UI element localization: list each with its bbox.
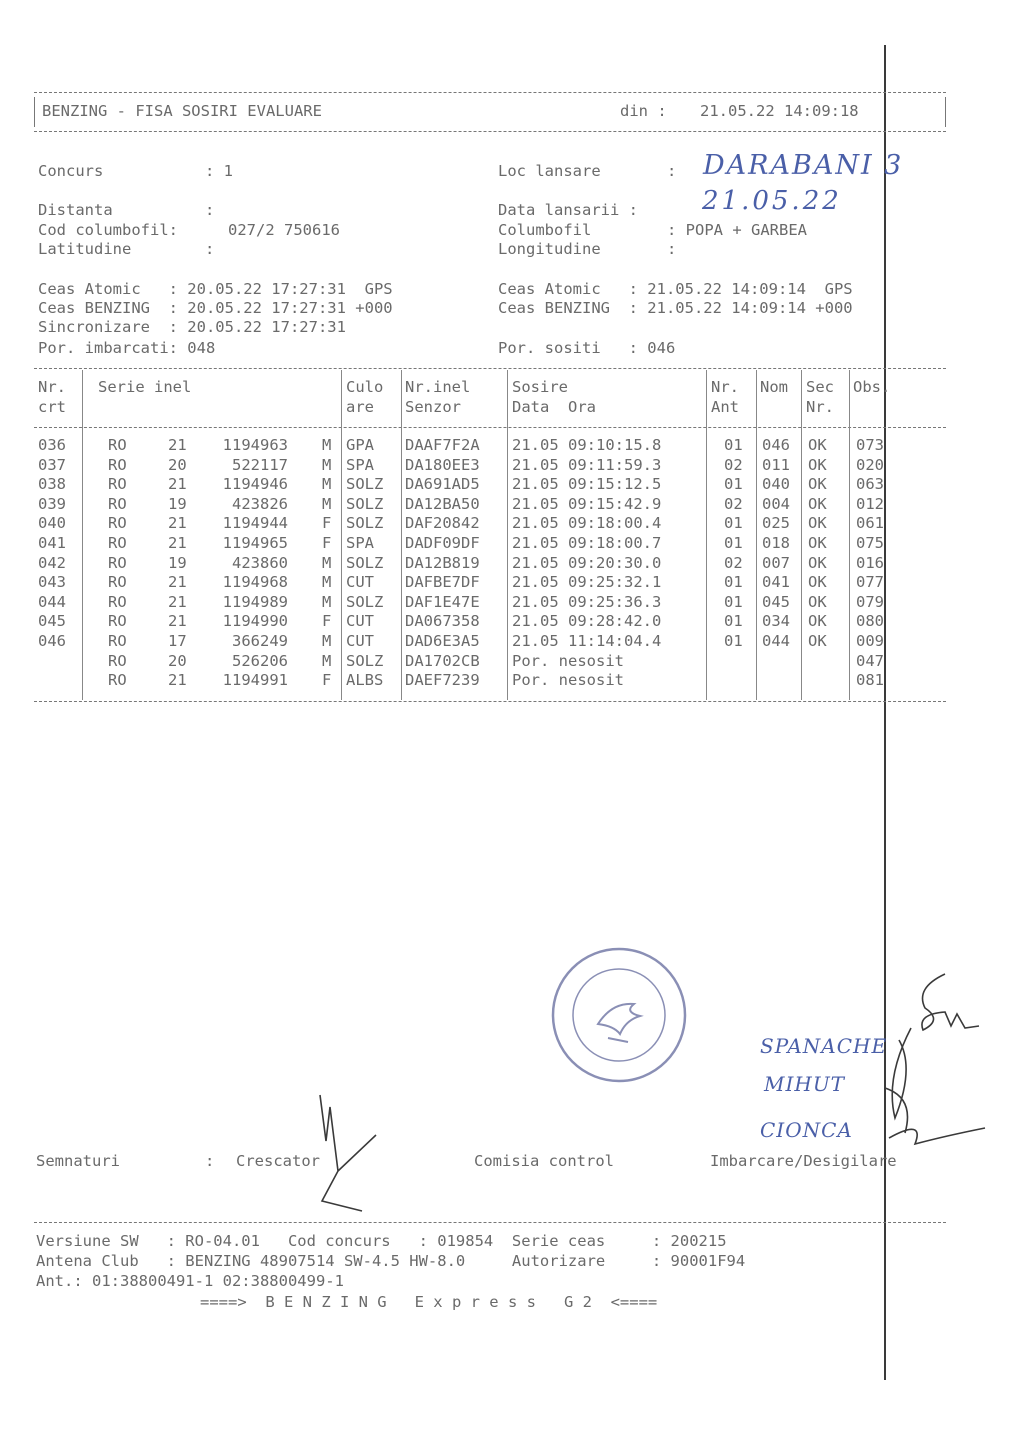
cell-sec: OK bbox=[808, 553, 827, 572]
cell-sosire: Por. nesosit bbox=[512, 671, 624, 690]
table-header-rule bbox=[34, 427, 946, 428]
cell-ant: 01 bbox=[724, 632, 743, 650]
sincronizare: Sincronizare : 20.05.22 17:27:31 bbox=[38, 318, 346, 336]
data-lansarii-label: Data lansarii : bbox=[498, 201, 638, 219]
cell-tara: RO bbox=[108, 651, 127, 670]
cell-ant: 01 bbox=[724, 534, 743, 552]
cell-tara: RO bbox=[108, 553, 127, 572]
cell-nr: 038 bbox=[38, 475, 66, 494]
cell-sosire: 21.05 09:15:42.9 bbox=[512, 494, 662, 513]
data-lansarii-handwritten: 21.05.22 bbox=[702, 186, 842, 216]
cell-an: 21 bbox=[168, 592, 187, 611]
report-date-value: 21.05.22 14:09:18 bbox=[700, 102, 859, 120]
cell-sec: OK bbox=[808, 436, 827, 454]
cell-ant: 02 bbox=[724, 553, 743, 572]
cell-an: 21 bbox=[168, 475, 187, 494]
footer-line-1: Versiune SW : RO-04.01 Cod concurs : 019854 Serie ceas : 200215 bbox=[36, 1232, 727, 1250]
cell-ant: 01 bbox=[724, 514, 743, 533]
porumbei-sositi: Por. sositi : 046 bbox=[498, 339, 676, 357]
cell-nom: 004 bbox=[762, 494, 790, 513]
cell-obs: 009 bbox=[856, 632, 884, 650]
cell-tara: RO bbox=[108, 573, 127, 592]
cell-tara: RO bbox=[108, 475, 127, 494]
cell-tara: RO bbox=[108, 632, 127, 650]
cell-culoare: ALBS bbox=[346, 671, 384, 690]
cell-nom: 018 bbox=[762, 534, 790, 552]
cell-nom: 046 bbox=[762, 436, 790, 454]
cell-nr: 040 bbox=[38, 514, 66, 533]
cell-culoare: CUT bbox=[346, 632, 374, 650]
cell-ant: 01 bbox=[724, 573, 743, 592]
cell-sosire: 21.05 09:11:59.3 bbox=[512, 455, 662, 474]
columbofil-value: : POPA + GARBEA bbox=[667, 221, 807, 239]
cell-culoare: SOLZ bbox=[346, 494, 384, 513]
imbarcare-desigilare-label: Imbarcare/Desigilare bbox=[710, 1152, 897, 1170]
ceas-atomic-start: Ceas Atomic : 20.05.22 17:27:31 GPS bbox=[38, 280, 393, 298]
cell-nom: 011 bbox=[762, 455, 790, 474]
cell-sex: M bbox=[322, 475, 332, 494]
cell-tara: RO bbox=[108, 671, 127, 690]
cell-culoare: SOLZ bbox=[346, 475, 384, 494]
cell-nr: 043 bbox=[38, 573, 66, 592]
cell-ant: 02 bbox=[724, 455, 743, 474]
cell-ant: 02 bbox=[724, 494, 743, 513]
cell-tara: RO bbox=[108, 514, 127, 533]
cell-senzor: DA12B819 bbox=[405, 553, 480, 572]
cell-obs: 047 bbox=[856, 651, 884, 670]
cell-inel: 1194989 bbox=[222, 592, 288, 611]
handwritten-name-3: CIONCA bbox=[760, 1118, 853, 1142]
cell-sec: OK bbox=[808, 573, 827, 592]
cell-obs: 061 bbox=[856, 514, 884, 533]
club-stamp bbox=[546, 942, 692, 1088]
col-inel-header-2: Senzor bbox=[405, 398, 461, 416]
cell-sosire: 21.05 09:25:36.3 bbox=[512, 592, 662, 611]
distanta-value: : bbox=[205, 201, 215, 219]
cell-culoare: SOLZ bbox=[346, 514, 384, 533]
col-nr-header-2: crt bbox=[38, 398, 66, 416]
report-date-label: din : bbox=[620, 102, 667, 120]
table-top-rule bbox=[34, 368, 946, 369]
cell-senzor: DA180EE3 bbox=[405, 455, 480, 474]
cell-senzor: DADF09DF bbox=[405, 534, 480, 552]
cell-culoare: SPA bbox=[346, 534, 374, 552]
cell-inel: 526206 bbox=[232, 651, 288, 670]
cell-obs: 081 bbox=[856, 671, 884, 690]
cell-obs: 075 bbox=[856, 534, 884, 552]
handwritten-name-1: SPANACHE bbox=[760, 1034, 888, 1058]
cell-obs: 020 bbox=[856, 455, 884, 474]
cell-senzor: DAF20842 bbox=[405, 514, 480, 533]
cell-senzor: DAFBE7DF bbox=[405, 573, 480, 592]
comisia-control-label: Comisia control bbox=[474, 1152, 614, 1170]
col-inel-header: Nr.inel bbox=[405, 378, 471, 396]
footer-brand: ====> B E N Z I N G E x p r e s s G 2 <==== bbox=[200, 1293, 658, 1311]
cell-inel: 522117 bbox=[232, 455, 288, 474]
cell-nr: 036 bbox=[38, 436, 66, 454]
cell-inel: 423860 bbox=[232, 553, 288, 572]
col-nom-header: Nom bbox=[760, 378, 788, 396]
ceas-benzing-end: Ceas BENZING : 21.05.22 14:09:14 +000 bbox=[498, 299, 853, 317]
cell-obs: 012 bbox=[856, 494, 884, 513]
cell-sosire: 21.05 09:28:42.0 bbox=[512, 612, 662, 631]
cell-inel: 1194991 bbox=[222, 671, 288, 690]
cell-tara: RO bbox=[108, 592, 127, 611]
cell-an: 21 bbox=[168, 436, 187, 454]
cell-sex: M bbox=[322, 494, 332, 513]
latitudine-value: : bbox=[205, 240, 215, 258]
cell-culoare: CUT bbox=[346, 573, 374, 592]
footer-line-2: Antena Club : BENZING 48907514 SW-4.5 HW-8.0 Autorizare : 90001F94 bbox=[36, 1252, 746, 1270]
cell-ant: 01 bbox=[724, 436, 743, 454]
cell-sosire: 21.05 09:20:30.0 bbox=[512, 553, 662, 572]
cell-sex: F bbox=[322, 671, 332, 690]
cell-culoare: SOLZ bbox=[346, 553, 384, 572]
cell-obs: 079 bbox=[856, 592, 884, 611]
cell-tara: RO bbox=[108, 534, 127, 552]
footer-rule bbox=[34, 1222, 946, 1223]
cell-sosire: 21.05 11:14:04.4 bbox=[512, 632, 662, 650]
cell-senzor: DA1702CB bbox=[405, 651, 480, 670]
col-serie-header: Serie inel bbox=[98, 378, 192, 396]
cell-nom: 034 bbox=[762, 612, 790, 631]
page-vertical-rule bbox=[884, 45, 886, 1380]
cod-columbofil-value: 027/2 750616 bbox=[228, 221, 340, 239]
cell-senzor: DAF1E47E bbox=[405, 592, 480, 611]
cell-inel: 1194968 bbox=[222, 573, 288, 592]
cell-an: 21 bbox=[168, 612, 187, 631]
cell-sec: OK bbox=[808, 612, 827, 631]
loc-lansare-colon: : bbox=[667, 162, 677, 180]
cell-nom: 044 bbox=[762, 632, 790, 650]
cod-columbofil-label: Cod columbofil: bbox=[38, 221, 178, 239]
cell-sosire: Por. nesosit bbox=[512, 651, 624, 670]
cell-senzor: DAAF7F2A bbox=[405, 436, 480, 454]
col-obs-header: Obs. bbox=[853, 378, 891, 396]
cell-sex: M bbox=[322, 651, 332, 670]
cell-sec: OK bbox=[808, 494, 827, 513]
col-culoare-header-2: are bbox=[346, 398, 374, 416]
cell-obs: 077 bbox=[856, 573, 884, 592]
report-title: BENZING - FISA SOSIRI EVALUARE bbox=[42, 102, 322, 120]
cell-sex: M bbox=[322, 436, 332, 454]
cell-sec: OK bbox=[808, 534, 827, 552]
cell-sosire: 21.05 09:18:00.4 bbox=[512, 514, 662, 533]
cell-an: 19 bbox=[168, 494, 187, 513]
cell-nr: 044 bbox=[38, 592, 66, 611]
col-nr-header: Nr. bbox=[38, 378, 66, 396]
loc-lansare-label: Loc lansare bbox=[498, 162, 601, 180]
cell-sosire: 21.05 09:15:12.5 bbox=[512, 475, 662, 494]
cell-culoare: GPA bbox=[346, 436, 374, 454]
cell-an: 20 bbox=[168, 651, 187, 670]
cell-senzor: DA691AD5 bbox=[405, 475, 480, 494]
cell-sex: M bbox=[322, 592, 332, 611]
cell-sec: OK bbox=[808, 455, 827, 474]
ceas-benzing-start: Ceas BENZING : 20.05.22 17:27:31 +000 bbox=[38, 299, 393, 317]
cell-senzor: DA067358 bbox=[405, 612, 480, 631]
cell-nom: 040 bbox=[762, 475, 790, 494]
cell-ant: 01 bbox=[724, 612, 743, 631]
commission-signatures bbox=[855, 968, 990, 1158]
footer-line-3: Ant.: 01:38800491-1 02:38800499-1 bbox=[36, 1272, 344, 1290]
cell-inel: 1194990 bbox=[222, 612, 288, 631]
cell-nom: 041 bbox=[762, 573, 790, 592]
semnaturi-colon: : bbox=[205, 1152, 215, 1170]
cell-sosire: 21.05 09:18:00.7 bbox=[512, 534, 662, 552]
cell-obs: 016 bbox=[856, 553, 884, 572]
semnaturi-label: Semnaturi bbox=[36, 1152, 120, 1170]
cell-sosire: 21.05 09:10:15.8 bbox=[512, 436, 662, 454]
cell-inel: 1194946 bbox=[222, 475, 288, 494]
cell-an: 19 bbox=[168, 553, 187, 572]
cell-nr: 042 bbox=[38, 553, 66, 572]
cell-ant: 01 bbox=[724, 475, 743, 494]
cell-sec: OK bbox=[808, 632, 827, 650]
cell-sex: M bbox=[322, 455, 332, 474]
cell-senzor: DAD6E3A5 bbox=[405, 632, 480, 650]
cell-an: 21 bbox=[168, 514, 187, 533]
cell-sec: OK bbox=[808, 475, 827, 494]
cell-nom: 007 bbox=[762, 553, 790, 572]
col-sec-header-2: Nr. bbox=[806, 398, 834, 416]
cell-inel: 1194963 bbox=[222, 436, 288, 454]
latitudine-label: Latitudine bbox=[38, 240, 132, 258]
concurs-value: : 1 bbox=[205, 162, 233, 180]
cell-sec: OK bbox=[808, 592, 827, 611]
cell-sosire: 21.05 09:25:32.1 bbox=[512, 573, 662, 592]
longitudine-value: : bbox=[667, 240, 677, 258]
cell-senzor: DAEF7239 bbox=[405, 671, 480, 690]
cell-nr: 045 bbox=[38, 612, 66, 631]
crescator-label: Crescator bbox=[236, 1152, 320, 1170]
cell-senzor: DA12BA50 bbox=[405, 494, 480, 513]
cell-sec: OK bbox=[808, 514, 827, 533]
cell-obs: 073 bbox=[856, 436, 884, 454]
cell-ant: 01 bbox=[724, 592, 743, 611]
cell-nr: 039 bbox=[38, 494, 66, 513]
col-sosire-header-2: Data Ora bbox=[512, 398, 596, 416]
cell-sex: M bbox=[322, 553, 332, 572]
cell-sex: M bbox=[322, 573, 332, 592]
col-ant-header: Nr. bbox=[711, 378, 739, 396]
concurs-label: Concurs bbox=[38, 162, 104, 180]
col-ant-header-2: Ant bbox=[711, 398, 739, 416]
handwritten-name-2: MIHUT bbox=[764, 1072, 846, 1096]
cell-culoare: SOLZ bbox=[346, 592, 384, 611]
col-sec-header: Sec bbox=[806, 378, 834, 396]
cell-inel: 1194944 bbox=[222, 514, 288, 533]
cell-sex: M bbox=[322, 632, 332, 650]
ceas-atomic-end: Ceas Atomic : 21.05.22 14:09:14 GPS bbox=[498, 280, 853, 298]
cell-an: 20 bbox=[168, 455, 187, 474]
cell-nr: 037 bbox=[38, 455, 66, 474]
cell-an: 21 bbox=[168, 671, 187, 690]
cell-culoare: SPA bbox=[346, 455, 374, 474]
cell-culoare: CUT bbox=[346, 612, 374, 631]
cell-obs: 080 bbox=[856, 612, 884, 631]
cell-inel: 366249 bbox=[232, 632, 288, 650]
col-sosire-header: Sosire bbox=[512, 378, 568, 396]
cell-culoare: SOLZ bbox=[346, 651, 384, 670]
cell-inel: 1194965 bbox=[222, 534, 288, 552]
cell-nr: 041 bbox=[38, 534, 66, 552]
cell-sex: F bbox=[322, 534, 332, 552]
col-culoare-header: Culo bbox=[346, 378, 384, 396]
cell-sex: F bbox=[322, 612, 332, 631]
distanta-label: Distanta bbox=[38, 201, 113, 219]
crescator-signature bbox=[312, 1085, 382, 1215]
cell-nr: 046 bbox=[38, 632, 66, 650]
columbofil-label: Columbofil bbox=[498, 221, 592, 239]
cell-an: 21 bbox=[168, 534, 187, 552]
cell-obs: 063 bbox=[856, 475, 884, 494]
longitudine-label: Longitudine bbox=[498, 240, 601, 258]
porumbei-imbarcati: Por. imbarcati: 048 bbox=[38, 339, 216, 357]
cell-tara: RO bbox=[108, 455, 127, 474]
cell-sex: F bbox=[322, 514, 332, 533]
cell-inel: 423826 bbox=[232, 494, 288, 513]
cell-tara: RO bbox=[108, 612, 127, 631]
cell-tara: RO bbox=[108, 494, 127, 513]
loc-lansare-handwritten: DARABANI 3 bbox=[703, 150, 904, 181]
cell-tara: RO bbox=[108, 436, 127, 454]
cell-nom: 045 bbox=[762, 592, 790, 611]
table-bottom-rule bbox=[34, 701, 946, 702]
cell-nom: 025 bbox=[762, 514, 790, 533]
cell-an: 21 bbox=[168, 573, 187, 592]
cell-an: 17 bbox=[168, 632, 187, 650]
